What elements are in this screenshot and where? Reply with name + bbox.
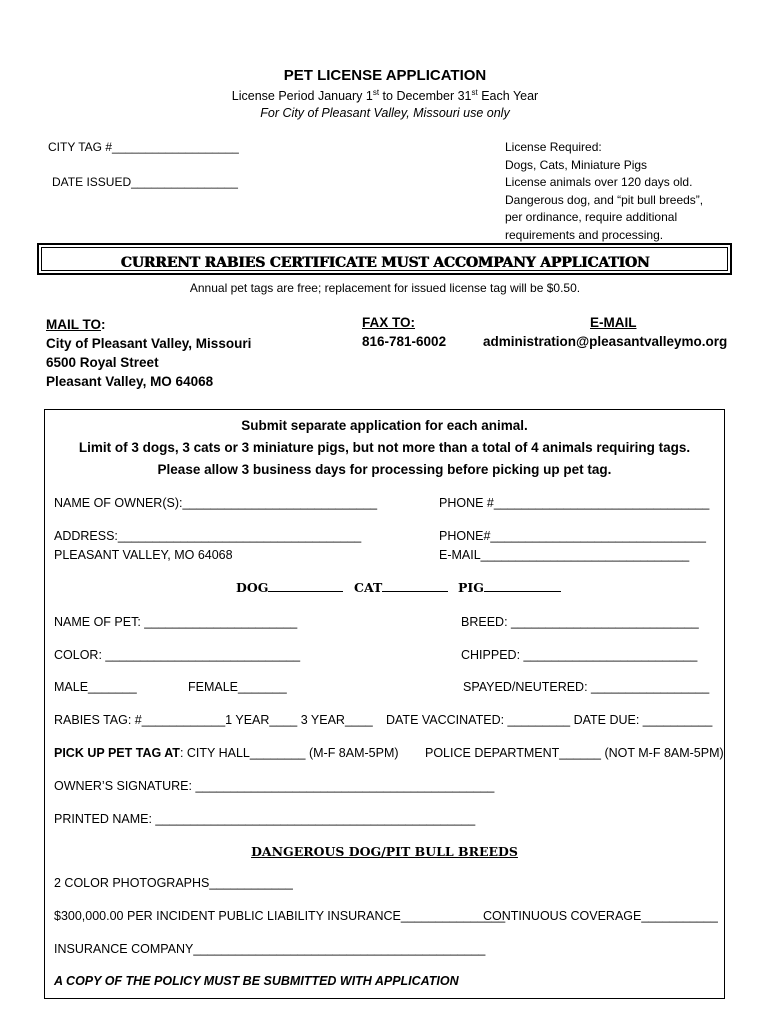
policy-note: A COPY OF THE POLICY MUST BE SUBMITTED WITH APPLICATION xyxy=(54,974,459,988)
pickup-police-department[interactable]: POLICE DEPARTMENT______ (NOT M-F 8AM-5PM) xyxy=(425,746,724,760)
fee-note: Annual pet tags are free; replacement for issued license tag will be $0.50. xyxy=(189,281,581,295)
breed-field[interactable]: BREED: ___________________________ xyxy=(461,615,699,629)
dog-label: DOG xyxy=(236,580,269,595)
mail-address-line: City of Pleasant Valley, Missouri xyxy=(46,336,252,351)
email-address[interactable]: administration@pleasantvalleymo.org xyxy=(483,334,728,349)
pickup-city-hall[interactable] xyxy=(54,746,399,760)
mail-address-line: Pleasant Valley, MO 64068 xyxy=(46,374,214,389)
mail-to-colon: : xyxy=(101,317,106,332)
license-period-end: Each Year xyxy=(477,89,539,104)
owner-email-field[interactable]: E-MAIL______________________________ xyxy=(439,548,690,562)
owner-name-field[interactable]: NAME OF OWNER(S):____________________________ xyxy=(54,496,378,510)
mail-to-label: MAIL TO xyxy=(46,317,102,332)
phone-field-2[interactable]: PHONE#_______________________________ xyxy=(439,529,706,543)
pig-blank[interactable] xyxy=(484,591,561,592)
license-required xyxy=(505,139,703,244)
date-issued-field[interactable]: DATE ISSUED________________ xyxy=(52,175,238,189)
rabies-tag-field[interactable]: RABIES TAG: #____________1 YEAR____ 3 YEAR____ xyxy=(54,713,373,727)
cat-option[interactable] xyxy=(354,580,448,595)
license-required-line: Dogs, Cats, Miniature Pigs xyxy=(505,157,648,172)
cat-blank[interactable] xyxy=(382,591,448,592)
date-vaccinated-field[interactable]: DATE VACCINATED: _________ DATE DUE: __________ xyxy=(386,713,713,727)
license-period-middle: to December 31 xyxy=(379,89,472,104)
phone-field[interactable]: PHONE #_______________________________ xyxy=(439,496,710,510)
chipped-field[interactable]: CHIPPED: _________________________ xyxy=(461,648,698,662)
license-required-line: requirements and processing. xyxy=(505,227,664,242)
spayed-neutered-field[interactable]: SPAYED/NEUTERED: _________________ xyxy=(463,680,710,694)
pickup-city-hall-text: : CITY HALL________ (M-F 8AM-5PM) xyxy=(179,746,399,760)
pickup-label: PICK UP PET TAG AT xyxy=(54,746,180,760)
dog-option[interactable] xyxy=(236,580,343,595)
mail-to-block xyxy=(46,315,251,391)
superscript-st: st xyxy=(471,88,478,97)
color-photographs-field[interactable]: 2 COLOR PHOTOGRAPHS____________ xyxy=(54,876,293,890)
superscript-st: st xyxy=(372,88,380,97)
rabies-banner-text: CURRENT RABIES CERTIFICATE MUST ACCOMPANY APPLICATION xyxy=(120,255,650,271)
license-period xyxy=(0,88,770,103)
liability-insurance-field[interactable]: $300,000.00 PER INCIDENT PUBLIC LIABILITY INSURANCE_______________ xyxy=(54,909,506,923)
dog-blank[interactable] xyxy=(268,591,343,592)
cat-label: CAT xyxy=(354,580,383,595)
license-required-line: Dangerous dog, and “pit bull breeds”, xyxy=(505,192,704,207)
fax-label: FAX TO: xyxy=(362,315,416,330)
male-field[interactable]: MALE_______ xyxy=(54,680,137,694)
email-label: E-MAIL xyxy=(590,315,637,330)
license-required-line: per ordinance, require additional xyxy=(505,210,678,224)
pig-option[interactable] xyxy=(458,580,561,595)
instruction-line: Please allow 3 business days for processing before picking up pet tag. xyxy=(157,462,612,477)
insurance-company-field[interactable]: INSURANCE COMPANY__________________________________________ xyxy=(54,942,486,956)
use-note: For City of Pleasant Valley, Missouri use only xyxy=(260,106,510,120)
page-title: PET LICENSE APPLICATION xyxy=(283,67,487,84)
instruction-line: Submit separate application for each animal. xyxy=(241,418,528,433)
city-line: PLEASANT VALLEY, MO 64068 xyxy=(54,548,233,562)
color-field[interactable]: COLOR: ____________________________ xyxy=(54,648,301,662)
female-field[interactable]: FEMALE_______ xyxy=(188,680,287,694)
license-required-line: License animals over 120 days old. xyxy=(505,175,693,189)
address-field[interactable]: ADDRESS:___________________________________ xyxy=(54,529,362,543)
continuous-coverage-field[interactable]: CONTINUOUS COVERAGE___________ xyxy=(483,909,718,923)
owner-signature-field[interactable]: OWNER’S SIGNATURE: ___________________________________________ xyxy=(54,779,495,793)
city-tag-field[interactable]: CITY TAG #___________________ xyxy=(48,140,239,154)
pet-name-field[interactable]: NAME OF PET: ______________________ xyxy=(54,615,298,629)
fax-number: 816-781-6002 xyxy=(362,334,447,349)
license-period-start: License Period January 1 xyxy=(231,89,373,104)
pig-label: PIG xyxy=(458,580,484,595)
instruction-line: Limit of 3 dogs, 3 cats or 3 miniature pigs, but not more than a total of 4 animals requiring tags. xyxy=(78,440,691,455)
printed-name-field[interactable]: PRINTED NAME: ______________________________________________ xyxy=(54,812,476,826)
mail-address-line: 6500 Royal Street xyxy=(46,355,159,370)
license-required-heading: License Required: xyxy=(505,140,602,154)
dangerous-dog-heading: DANGEROUS DOG/PIT BULL BREEDS xyxy=(251,844,518,859)
